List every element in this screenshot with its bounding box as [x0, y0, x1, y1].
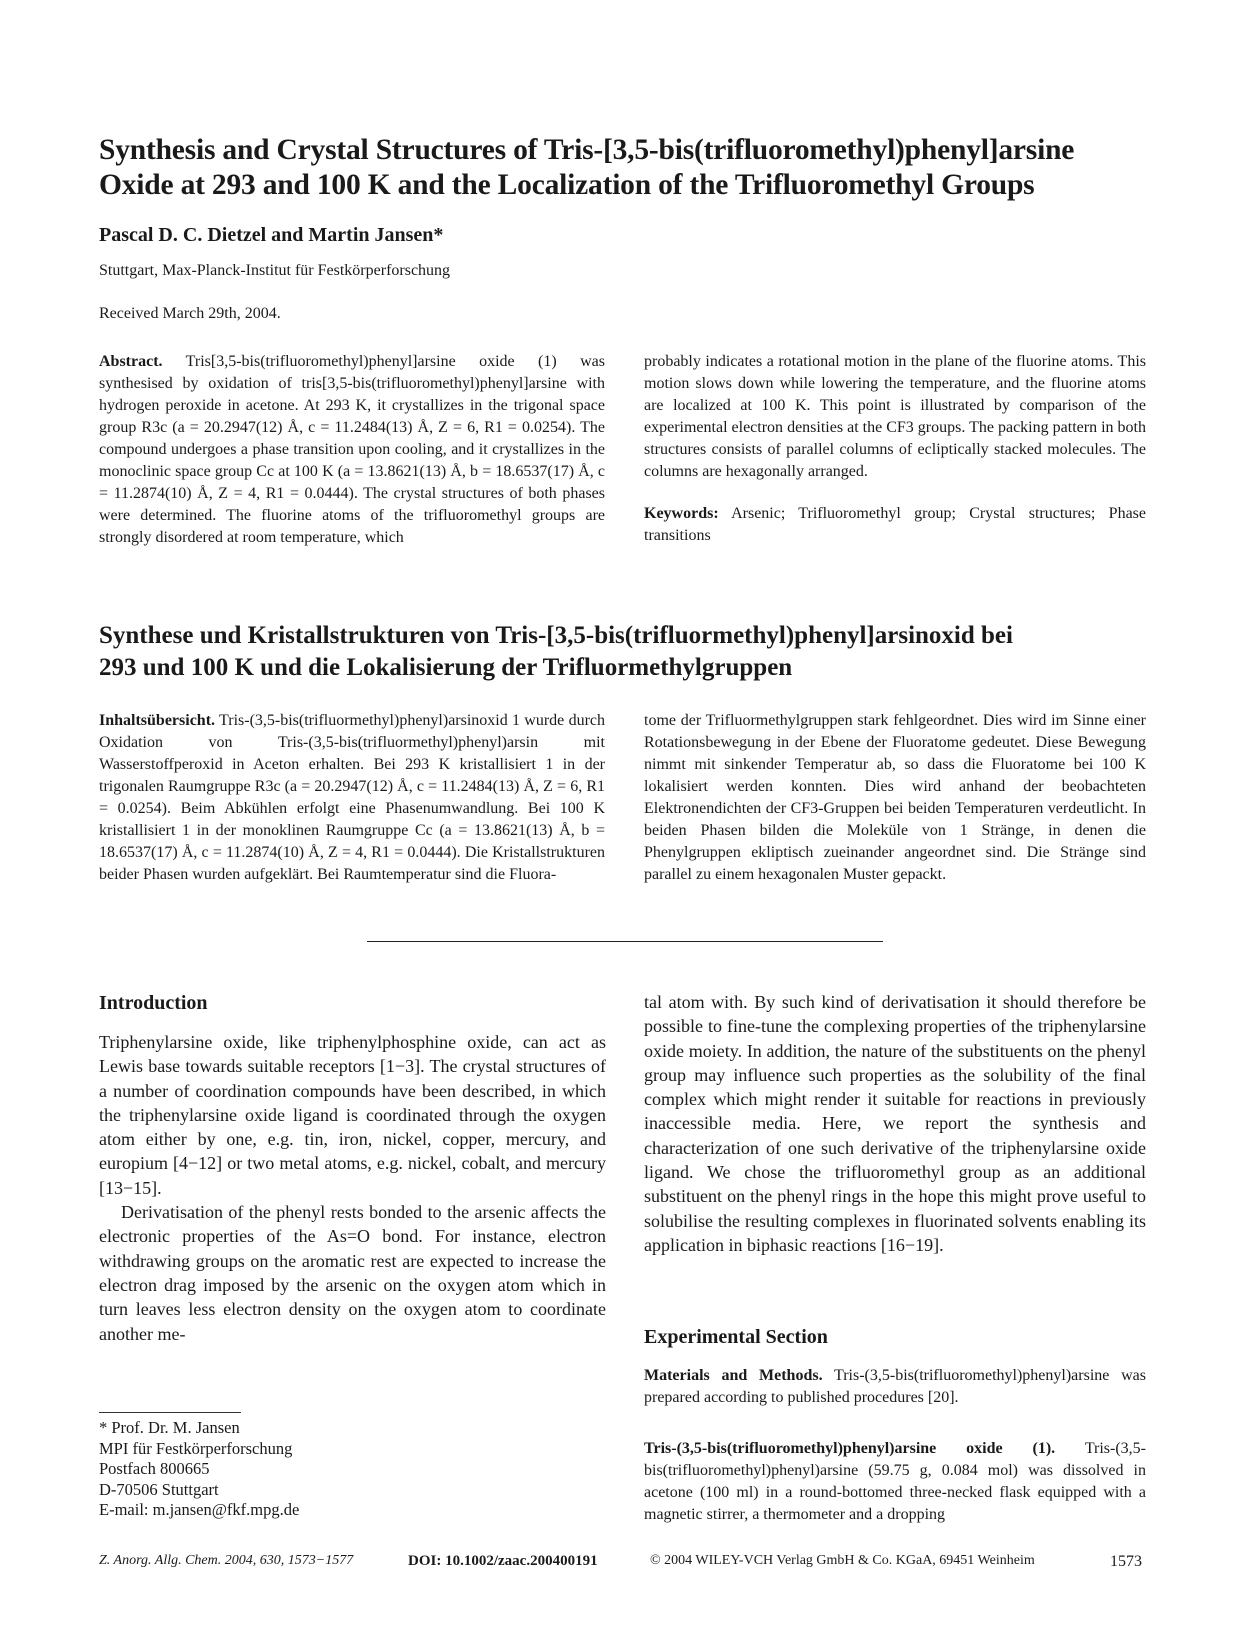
preparation-paragraph: [644, 1438, 1146, 1526]
abstract-text-continued: probably indicates a rotational motion in the plane of the fluorine atoms. This motion slows down while lowering the temperature, and the fluorine atoms are localized at 100 K. This point is illustrated by comparison of the experimental electron densities at the CF3 groups. The packing pattern in both structures consists of parallel columns of ecliptically stacked molecules. The columns are hexagonally arranged.: [644, 353, 1146, 480]
abstract-left-column: [99, 351, 605, 549]
introduction-heading: Introduction: [99, 992, 208, 1014]
section-divider: [367, 941, 883, 942]
preparation-text: Tris-(3,5-bis(trifluoromethyl)phenyl)arsine (59.75 g, 0.084 mol) was dissolved in acetone (100 ml) in a round-bottomed three-necked flask equipped with a magnetic stirrer, a thermometer and a dropping: [644, 1440, 1147, 1523]
keywords: [644, 503, 1146, 547]
footnote-line: MPI für Festkörperforschung: [99, 1438, 293, 1458]
footnote-line: Postfach 800665: [99, 1459, 210, 1478]
abstract-right-column: [644, 351, 1146, 547]
introduction-right-column: tal atom with. By such kind of derivatisation it should therefore be possible to fine-tune the complexing properties of the triphenylarsine oxide moiety. In addition, the nature of the substituents on the phenyl group may influence such properties as the solubility of the final complex which might render it suitable for reactions in previously inaccessible media. Here, we report the synthesis and characterization of one such derivative of the triphenylarsine oxide ligand. We chose the trifluoromethyl group as an additional substituent on the phenyl rings in the hope this might prove useful to solubilise the resulting complexes in fluorinated solvents enabling its application in biphasic reactions [16−19].: [644, 992, 1146, 1255]
german-abstract-label: Inhaltsübersicht.: [99, 712, 216, 729]
journal-citation: Z. Anorg. Allg. Chem. 2004, 630, 1573−1577: [99, 1553, 354, 1568]
keywords-text: Arsenic; Trifluoromethyl group; Crystal structures; Phase transitions: [644, 505, 1146, 544]
doi: DOI: 10.1002/zaac.200400191: [408, 1553, 598, 1569]
materials-methods-text: Tris-(3,5-bis(trifluoromethyl)phenyl)arsine was prepared according to published procedures [20].: [644, 1367, 1146, 1406]
introduction-left-column: [99, 1030, 606, 1346]
materials-methods-label: Materials and Methods.: [644, 1367, 823, 1384]
title-line: Oxide at 293 and 100 K and the Localization of the Trifluoromethyl Groups: [99, 169, 1035, 201]
german-title-line: 293 und 100 K und die Lokalisierung der Trifluormethylgruppen: [99, 654, 793, 681]
german-abstract-left-column: [99, 710, 605, 886]
german-abstract-right-column: [644, 710, 1146, 886]
german-title: [99, 620, 1159, 684]
footnote-line: D-70506 Stuttgart: [99, 1479, 219, 1499]
german-abstract-text-continued: tome der Trifluormethylgruppen stark fehlgeordnet. Dies wird im Sinne einer Rotationsbewegung in der Ebene der Fluoratome gedeutet. Diese Bewegung nimmt mit sinkender Temperatur ab, so dass die Fluoratome bei 100 K lokalisiert werden konnten. Dies wird anhand der beobachteten Elektronendichten der CF3-Gruppen bei beiden Temperaturen verdeutlicht. In beiden Phasen bilden die Moleküle von 1 Stränge, in denen die Phenylgruppen ekliptisch zueinander angeordnet sind. Die Stränge sind parallel zu einem hexagonalen Muster gepackt.: [644, 712, 1146, 883]
introduction-paragraph: Triphenylarsine oxide, like triphenylphosphine oxide, can act as Lewis base towards suitable receptors [1−3]. The crystal structures of a number of coordination compounds have been described, in which the triphenylarsine oxide ligand is coordinated through the oxygen atom either by one, e.g. tin, iron, nickel, copper, mercury, and europium [4−12] or two metal atoms, e.g. nickel, cobalt, and mercury [13−15].: [99, 1032, 606, 1198]
german-title-line: Synthese und Kristallstrukturen von Tris-[3,5-bis(trifluormethyl)phenyl]arsinoxid bei: [99, 622, 1013, 649]
abstract-text: Tris[3,5-bis(trifluoromethyl)phenyl]arsine oxide (1) was synthesised by oxidation of tris[3,5-bis(trifluoromethyl)phenyl]arsine with hydrogen peroxide in acetone. At 293 K, it crystallizes in the trigonal space group R3c (a = 20.2947(12) Å, c = 11.2484(13) Å, Z = 6, R1 = 0.0254). The compound undergoes a phase transition upon cooling, and it crystallizes in the monoclinic space group Cc at 100 K (a = 13.8621(13) Å, b = 18.6537(17) Å, c = 11.2874(10) Å, Z = 4, R1 = 0.0444). The crystal structures of both phases were determined. The fluorine atoms of the trifluoromethyl groups are strongly disordered at room temperature, which: [99, 353, 605, 546]
page-number: 1573: [1110, 1553, 1142, 1570]
corresponding-author-footnote: [99, 1418, 299, 1521]
footnote-rule: [99, 1412, 241, 1413]
abstract-label: Abstract.: [99, 353, 163, 370]
footnote-email: E-mail: m.jansen@fkf.mpg.de: [99, 1500, 300, 1519]
footnote-line: * Prof. Dr. M. Jansen: [99, 1418, 240, 1437]
experimental-heading: Experimental Section: [644, 1326, 828, 1348]
title-line: Synthesis and Crystal Structures of Tris-[3,5-bis(trifluoromethyl)phenyl]arsine: [99, 134, 1075, 166]
materials-methods: [644, 1365, 1146, 1409]
introduction-paragraph: Derivatisation of the phenyl rests bonded to the arsenic affects the electronic properties of the As=O bond. For instance, electron withdrawing groups on the aromatic rest are expected to increase the electron drag imposed by the arsenic on the oxygen atom which in turn leaves less electron density on the oxygen atom to coordinate another me-: [99, 1202, 606, 1344]
keywords-label: Keywords:: [644, 505, 719, 522]
affiliation: Stuttgart, Max-Planck-Institut für Festkörperforschung: [99, 262, 451, 279]
paper-title: [99, 133, 1159, 203]
copyright: © 2004 WILEY-VCH Verlag GmbH & Co. KGaA, 69451 Weinheim: [650, 1553, 1035, 1568]
received-date: Received March 29th, 2004.: [99, 305, 281, 322]
authors: Pascal D. C. Dietzel and Martin Jansen*: [99, 224, 444, 246]
german-abstract-text: Tris-(3,5-bis(trifluormethyl)phenyl)arsinoxid 1 wurde durch Oxidation von Tris-(3,5-bis(trifluormethyl)phenyl)arsin mit Wasserstoffperoxid in Aceton erhalten. Bei 293 K kristallisiert 1 in der trigonalen Raumgruppe R3c (a = 20.2947(12) Å, c = 11.2484(13) Å, Z = 6, R1 = 0.0254). Beim Abkühlen erfolgt eine Phasenumwandlung. Bei 100 K kristallisiert 1 in der monoklinen Raumgruppe Cc (a = 13.8621(13) Å, b = 18.6537(17) Å, c = 11.2874(10) Å, Z = 4, R1 = 0.0444). Die Kristallstrukturen beider Phasen wurden aufgeklärt. Bei Raumtemperatur sind die Fluora-: [99, 712, 605, 883]
preparation-label: Tris-(3,5-bis(trifluoromethyl)phenyl)arsine oxide (1).: [644, 1440, 1056, 1457]
